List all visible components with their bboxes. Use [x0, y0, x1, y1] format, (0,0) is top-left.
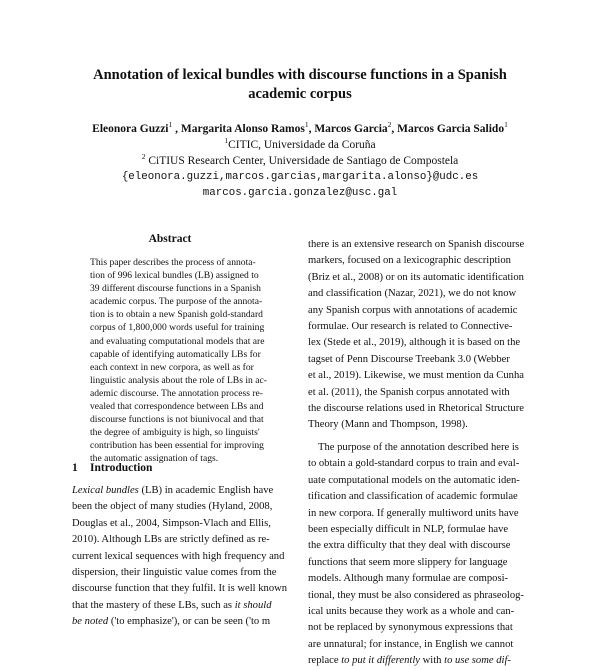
body-line — [72, 483, 294, 499]
author-separator: , — [172, 123, 181, 135]
body-line: tification and classification of academic formulae — [308, 491, 518, 503]
body-line: are unnatural; for instance, in English we cannot — [308, 638, 514, 650]
body-line: and classification (Nazar, 2021), we do not know — [308, 288, 517, 300]
abstract-line: ademic discourse. The annotation process re- — [90, 387, 263, 399]
body-line — [72, 614, 294, 630]
body-line: et al., 2019). Likewise, we must mention da Cunha — [308, 370, 524, 382]
author-affiliation-mark: 1 — [304, 120, 309, 130]
body-line: Douglas et al., 2004, Simpson-Vlach and Ellis, — [72, 517, 271, 529]
author-name: Eleonora Guzzi — [92, 123, 169, 135]
email-line-2[interactable]: marcos.garcia.gonzalez@usc.gal — [202, 187, 398, 199]
section-number: 1 — [72, 462, 78, 474]
affiliation-2-text: CiTIUS Research Center, Universidade de Santiago de Compostela — [148, 155, 459, 167]
abstract-line: academic corpus. The purpose of the annota- — [90, 296, 263, 308]
body-line: the discourse relations used in Rhetorical Structure — [308, 403, 524, 415]
italic-term: Lexical bundles — [72, 485, 139, 496]
body-line: there is an extensive research on Spanish discourse — [308, 239, 525, 250]
body-line: et al. (2011), the Spanish corpus annotated with — [308, 386, 510, 398]
section-heading-introduction — [72, 462, 152, 474]
abstract-line: tion of 996 lexical bundles (LB) assigned to — [90, 270, 259, 282]
paper-title-line-1: Annotation of lexical bundles with discourse functions in a Spanish — [93, 67, 507, 83]
body-line: 2010). Although LBs are strictly defined as re- — [72, 534, 270, 546]
body-line: lex (Stede et al., 2019), although it is based on the — [308, 337, 521, 349]
author-affiliation-mark: 1 — [168, 120, 173, 130]
affiliation-1 — [40, 137, 560, 153]
author-separator: , — [391, 123, 398, 135]
author-name: Margarita Alonso Ramos — [180, 123, 305, 135]
introduction-body — [72, 483, 294, 631]
body-line: uate computational models on the automatic iden- — [308, 474, 520, 486]
abstract-line: 39 different discourse functions in a Spanish — [90, 283, 261, 295]
body-line: tional, they must be also considered as phraseolog- — [308, 589, 524, 601]
body-line-text: with — [420, 655, 445, 667]
body-line: formulae. Our research is related to Connective- — [308, 321, 513, 333]
abstract-line: each context in new corpora, as well as for — [90, 361, 254, 373]
body-line: current lexical sequences with high frequency and — [72, 550, 285, 562]
body-line-text: replace — [308, 655, 342, 667]
body-line: the extra difficulty that they deal with discourse — [308, 540, 511, 552]
body-line-text: (LB) in academic English have — [141, 485, 274, 496]
abstract-line: linguistic analysis about the role of LBs in ac- — [90, 374, 267, 386]
abstract-line: This paper describes the process of annota- — [90, 257, 256, 268]
body-line: functions that seem more slippery for language — [308, 556, 508, 568]
body-line: to obtain a gold-standard corpus to train and eval- — [308, 458, 520, 470]
body-line: discourse function that they fulfil. It is well known — [72, 583, 288, 595]
paper-title — [60, 66, 540, 104]
body-line: not be replaced by synonymous expressions that — [308, 622, 513, 634]
author-list — [40, 121, 560, 137]
body-line-text: that the mastery of these LBs, such as — [72, 599, 233, 611]
body-line: ical units because they work as a whole and can- — [308, 606, 515, 618]
body-line: markers, focused on a lexicographic description — [308, 255, 511, 267]
email-line-1[interactable]: {eleonora.guzzi,marcos.garcias,margarita.alonso}@udc.es — [121, 171, 479, 183]
abstract-line: corpus of 1,800,000 words useful for training — [90, 322, 265, 334]
body-line: been the object of many studies (Hyland, 2008, — [72, 501, 273, 513]
abstract-line: capable of identifying automatically LBs for — [90, 348, 261, 360]
body-line: tagset of Penn Discourse Treebank 3.0 (Webber — [308, 353, 510, 365]
author-name: Marcos Garcia — [314, 123, 388, 135]
affiliation-2-mark: 2 — [141, 152, 146, 162]
abstract-line: discourse functions is not biunivocal and that — [90, 414, 264, 426]
body-line — [308, 653, 530, 669]
abstract-heading: Abstract — [148, 233, 192, 245]
body-line-text: ('to emphasize'), or can be seen ('to m — [108, 616, 271, 628]
abstract-line: vealed that correspondence between LBs and — [90, 401, 264, 413]
author-separator: , — [308, 123, 315, 135]
abstract-line: the automatic assignation of tags. — [90, 453, 219, 465]
body-line: dispersion, their linguistic value comes from the — [72, 567, 277, 579]
italic-term: be noted — [72, 616, 109, 628]
abstract-line: and evaluating computational models that are — [90, 335, 265, 347]
affiliation-2 — [40, 153, 560, 169]
affiliation-1-mark: 1 — [224, 136, 229, 146]
author-affiliation-mark: 1 — [504, 120, 508, 130]
body-line: been especially difficult in NLP, formulae have — [308, 524, 509, 536]
right-column-paragraph-2 — [308, 440, 530, 670]
body-line: (Briz et al., 2008) or on its automatic identification — [308, 271, 524, 283]
author-affiliation-mark: 2 — [387, 120, 392, 130]
author-name: Marcos Garcia Salido — [397, 123, 505, 135]
body-line: The purpose of the annotation described here is — [318, 442, 519, 453]
body-line: models. Although many formulae are composi- — [308, 573, 509, 585]
body-line — [72, 598, 294, 614]
abstract-body — [90, 256, 276, 466]
body-line: any Spanish corpus with annotations of academic — [308, 304, 518, 316]
affiliation-1-text: CITIC, Universidade da Coruña — [228, 139, 376, 151]
abstract-line: the degree of ambiguity is high, so linguists' — [90, 427, 260, 439]
paper-title-line-2: academic corpus — [248, 86, 352, 102]
section-title: Introduction — [90, 462, 153, 474]
body-line: in new corpora. If generally multiword units have — [308, 507, 519, 519]
right-column-paragraph-1 — [308, 237, 530, 434]
italic-term: to put it differently — [341, 655, 420, 667]
abstract-line: contribution has been essential for improving — [90, 440, 264, 452]
italic-term: it should — [234, 599, 272, 611]
body-line: Theory (Mann and Thompson, 1998). — [308, 419, 468, 431]
italic-term: to use some dif- — [444, 655, 511, 667]
abstract-line: tion is to obtain a new Spanish gold-standard — [90, 309, 263, 321]
